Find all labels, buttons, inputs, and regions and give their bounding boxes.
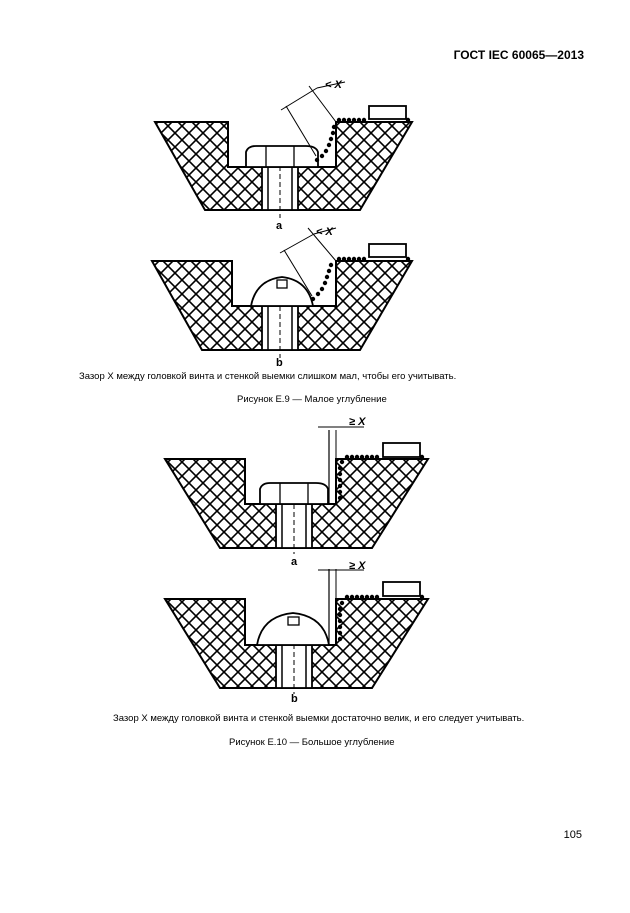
screw-head — [260, 483, 328, 504]
dimension-label: < X — [325, 79, 342, 91]
figure-e9-diagram-b — [0, 225, 630, 370]
figure-e9-title: Рисунок Е.9 — Малое углубление — [237, 394, 387, 405]
insulating-part — [369, 106, 406, 119]
figure-e10-diagram-a — [0, 412, 630, 570]
page-number: 105 — [563, 829, 582, 841]
figure-e10-note: Зазор X между головкой винта и стенкой выемки достаточно велик, и его следует учитывать. — [113, 713, 525, 724]
sub-label-a: a — [291, 556, 298, 568]
insulating-part — [383, 443, 420, 457]
figure-e9-diagram-a — [0, 75, 630, 235]
dimension-label: ≥ X — [349, 416, 366, 428]
insulating-part — [383, 582, 420, 596]
figure-e10-diagram-b — [0, 556, 630, 704]
figure-e10-title: Рисунок Е.10 — Большое углубление — [229, 737, 395, 748]
dimension-label: < X — [316, 226, 333, 238]
sub-label-b: b — [276, 357, 283, 369]
figure-e9-note: Зазор X между головкой винта и стенкой выемки слишком мал, чтобы его учитывать. — [79, 371, 457, 382]
screw-head — [246, 146, 318, 167]
sub-label-a: a — [276, 220, 283, 232]
sub-label-b: b — [291, 693, 298, 704]
document-header: ГОСТ IEC 60065—2013 — [453, 48, 584, 62]
insulating-part — [369, 244, 406, 257]
dimension-label: ≥ X — [349, 560, 366, 572]
